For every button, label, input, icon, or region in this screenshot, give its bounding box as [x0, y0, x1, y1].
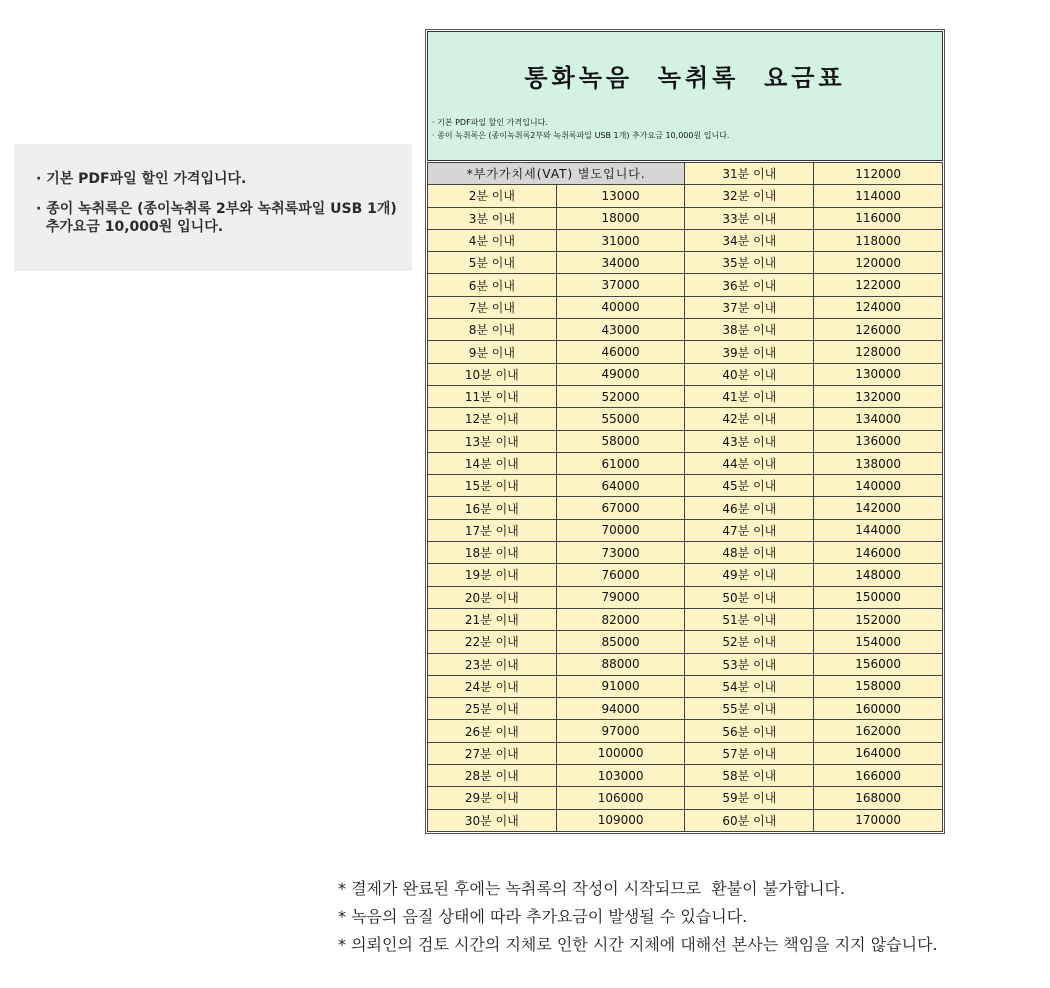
- price-cell: 170000: [814, 809, 943, 831]
- price-cell: 103000: [556, 765, 685, 787]
- price-cell: 142000: [814, 497, 943, 519]
- duration-cell: 9분 이내: [428, 341, 557, 363]
- price-cell: 168000: [814, 787, 943, 809]
- table-row: [428, 720, 943, 742]
- duration-cell: 30분 이내: [428, 809, 557, 831]
- duration-cell: 50분 이내: [685, 586, 814, 608]
- duration-cell: 51분 이내: [685, 608, 814, 630]
- duration-cell: 46분 이내: [685, 497, 814, 519]
- duration-cell: 37분 이내: [685, 296, 814, 318]
- table-row: [428, 653, 943, 675]
- duration-cell: 52분 이내: [685, 631, 814, 653]
- duration-cell: 34분 이내: [685, 229, 814, 251]
- table-row: [428, 809, 943, 831]
- duration-cell: 12분 이내: [428, 408, 557, 430]
- price-cell: 109000: [556, 809, 685, 831]
- price-cell: 70000: [556, 519, 685, 541]
- sheet-header: [427, 31, 943, 161]
- side-note-line: · 기본 PDF파일 할인 가격입니다.: [36, 171, 247, 187]
- price-cell: 120000: [814, 252, 943, 274]
- price-cell: 91000: [556, 675, 685, 697]
- price-cell: 122000: [814, 274, 943, 296]
- duration-cell: 21분 이내: [428, 608, 557, 630]
- duration-cell: 13분 이내: [428, 430, 557, 452]
- price-cell: 166000: [814, 765, 943, 787]
- price-cell: 34000: [556, 252, 685, 274]
- table-row: [428, 608, 943, 630]
- price-cell: 52000: [556, 385, 685, 407]
- price-sheet: [425, 29, 945, 834]
- price-cell: 40000: [556, 296, 685, 318]
- duration-cell: 4분 이내: [428, 229, 557, 251]
- duration-cell: 3분 이내: [428, 207, 557, 229]
- price-cell: 128000: [814, 341, 943, 363]
- duration-cell: 41분 이내: [685, 385, 814, 407]
- side-price-note: [14, 144, 412, 271]
- price-cell: 94000: [556, 698, 685, 720]
- duration-cell: 43분 이내: [685, 430, 814, 452]
- duration-cell: 24분 이내: [428, 675, 557, 697]
- duration-cell: 58분 이내: [685, 765, 814, 787]
- duration-cell: 40분 이내: [685, 363, 814, 385]
- duration-cell: 53분 이내: [685, 653, 814, 675]
- table-row: [428, 229, 943, 251]
- duration-cell: 18분 이내: [428, 542, 557, 564]
- price-cell: 43000: [556, 319, 685, 341]
- table-row: [428, 564, 943, 586]
- price-cell: 46000: [556, 341, 685, 363]
- price-cell: 82000: [556, 608, 685, 630]
- price-cell: 148000: [814, 564, 943, 586]
- table-row: [428, 542, 943, 564]
- price-cell: 134000: [814, 408, 943, 430]
- price-cell: 160000: [814, 698, 943, 720]
- table-row: [428, 452, 943, 474]
- price-cell: 146000: [814, 542, 943, 564]
- duration-cell: 2분 이내: [428, 185, 557, 207]
- table-row: [428, 475, 943, 497]
- price-cell: 158000: [814, 675, 943, 697]
- duration-cell: 39분 이내: [685, 341, 814, 363]
- sheet-note: · 기본 PDF파일 할인 가격입니다.: [432, 118, 548, 127]
- price-cell: 150000: [814, 586, 943, 608]
- duration-cell: 6분 이내: [428, 274, 557, 296]
- price-cell: 64000: [556, 475, 685, 497]
- price-cell: 126000: [814, 319, 943, 341]
- table-row: [428, 185, 943, 207]
- price-cell: 112000: [814, 163, 943, 185]
- duration-cell: 28분 이내: [428, 765, 557, 787]
- duration-cell: 14분 이내: [428, 452, 557, 474]
- duration-cell: 20분 이내: [428, 586, 557, 608]
- price-cell: 73000: [556, 542, 685, 564]
- duration-cell: 25분 이내: [428, 698, 557, 720]
- price-cell: 152000: [814, 608, 943, 630]
- price-cell: 154000: [814, 631, 943, 653]
- duration-cell: 29분 이내: [428, 787, 557, 809]
- price-cell: 97000: [556, 720, 685, 742]
- price-cell: 144000: [814, 519, 943, 541]
- footer-note: * 녹음의 음질 상태에 따라 추가요금이 발생될 수 있습니다.: [338, 907, 748, 926]
- duration-cell: 5분 이내: [428, 252, 557, 274]
- duration-cell: 23분 이내: [428, 653, 557, 675]
- table-row: [428, 385, 943, 407]
- price-cell: 162000: [814, 720, 943, 742]
- table-row: [428, 341, 943, 363]
- table-row: [428, 163, 943, 185]
- table-row: [428, 675, 943, 697]
- duration-cell: 54분 이내: [685, 675, 814, 697]
- price-cell: 31000: [556, 229, 685, 251]
- table-row: [428, 363, 943, 385]
- side-note-line: · 종이 녹취록은 (종이녹취록 2부와 녹취록파일 USB 1개) 추가요금 10,000원 입니다.: [36, 201, 397, 235]
- price-cell: 67000: [556, 497, 685, 519]
- duration-cell: 31분 이내: [685, 163, 814, 185]
- duration-cell: 10분 이내: [428, 363, 557, 385]
- table-row: [428, 698, 943, 720]
- duration-cell: 45분 이내: [685, 475, 814, 497]
- price-cell: 85000: [556, 631, 685, 653]
- price-cell: 130000: [814, 363, 943, 385]
- sheet-note: · 종이 녹취록은 (종이녹취록2부와 녹취록파일 USB 1개) 추가요금 10,000원 입니다.: [432, 131, 730, 140]
- duration-cell: 35분 이내: [685, 252, 814, 274]
- duration-cell: 44분 이내: [685, 452, 814, 474]
- duration-cell: 49분 이내: [685, 564, 814, 586]
- duration-cell: 8분 이내: [428, 319, 557, 341]
- price-cell: 76000: [556, 564, 685, 586]
- price-cell: 156000: [814, 653, 943, 675]
- price-cell: 61000: [556, 452, 685, 474]
- duration-cell: 19분 이내: [428, 564, 557, 586]
- sheet-notes: [432, 116, 729, 142]
- table-row: [428, 497, 943, 519]
- price-cell: 49000: [556, 363, 685, 385]
- price-cell: 100000: [556, 742, 685, 764]
- duration-cell: 16분 이내: [428, 497, 557, 519]
- footer-note: * 의뢰인의 검토 시간의 지체로 인한 시간 지체에 대해선 본사는 책임을 지지 않습니다.: [338, 935, 938, 954]
- table-row: [428, 319, 943, 341]
- price-cell: 37000: [556, 274, 685, 296]
- duration-cell: 27분 이내: [428, 742, 557, 764]
- price-cell: 114000: [814, 185, 943, 207]
- rate-table: [427, 162, 943, 832]
- price-cell: 136000: [814, 430, 943, 452]
- duration-cell: 7분 이내: [428, 296, 557, 318]
- price-cell: 132000: [814, 385, 943, 407]
- price-cell: 55000: [556, 408, 685, 430]
- price-cell: 79000: [556, 586, 685, 608]
- duration-cell: 60분 이내: [685, 809, 814, 831]
- duration-cell: 56분 이내: [685, 720, 814, 742]
- rate-table-body: [428, 163, 943, 832]
- price-cell: 118000: [814, 229, 943, 251]
- table-row: [428, 787, 943, 809]
- table-row: [428, 207, 943, 229]
- duration-cell: 26분 이내: [428, 720, 557, 742]
- price-cell: 88000: [556, 653, 685, 675]
- price-cell: 138000: [814, 452, 943, 474]
- table-row: [428, 519, 943, 541]
- vat-note: *부가가치세(VAT) 별도입니다.: [428, 163, 685, 185]
- price-cell: 58000: [556, 430, 685, 452]
- duration-cell: 42분 이내: [685, 408, 814, 430]
- footer-note: * 결제가 완료된 후에는 녹취록의 작성이 시작되므로 환불이 불가합니다.: [338, 879, 846, 898]
- table-row: [428, 586, 943, 608]
- duration-cell: 22분 이내: [428, 631, 557, 653]
- table-row: [428, 408, 943, 430]
- duration-cell: 57분 이내: [685, 742, 814, 764]
- duration-cell: 36분 이내: [685, 274, 814, 296]
- table-row: [428, 296, 943, 318]
- duration-cell: 48분 이내: [685, 542, 814, 564]
- footer-notes: [338, 878, 938, 962]
- price-cell: 140000: [814, 475, 943, 497]
- price-cell: 164000: [814, 742, 943, 764]
- duration-cell: 47분 이내: [685, 519, 814, 541]
- duration-cell: 59분 이내: [685, 787, 814, 809]
- price-cell: 124000: [814, 296, 943, 318]
- price-cell: 13000: [556, 185, 685, 207]
- table-row: [428, 252, 943, 274]
- duration-cell: 17분 이내: [428, 519, 557, 541]
- table-row: [428, 742, 943, 764]
- table-row: [428, 274, 943, 296]
- duration-cell: 33분 이내: [685, 207, 814, 229]
- duration-cell: 38분 이내: [685, 319, 814, 341]
- duration-cell: 55분 이내: [685, 698, 814, 720]
- duration-cell: 15분 이내: [428, 475, 557, 497]
- price-cell: 106000: [556, 787, 685, 809]
- table-row: [428, 765, 943, 787]
- sheet-title: 통화녹음 녹취록 요금표: [524, 64, 846, 92]
- table-row: [428, 430, 943, 452]
- duration-cell: 32분 이내: [685, 185, 814, 207]
- duration-cell: 11분 이내: [428, 385, 557, 407]
- table-row: [428, 631, 943, 653]
- price-cell: 116000: [814, 207, 943, 229]
- price-cell: 18000: [556, 207, 685, 229]
